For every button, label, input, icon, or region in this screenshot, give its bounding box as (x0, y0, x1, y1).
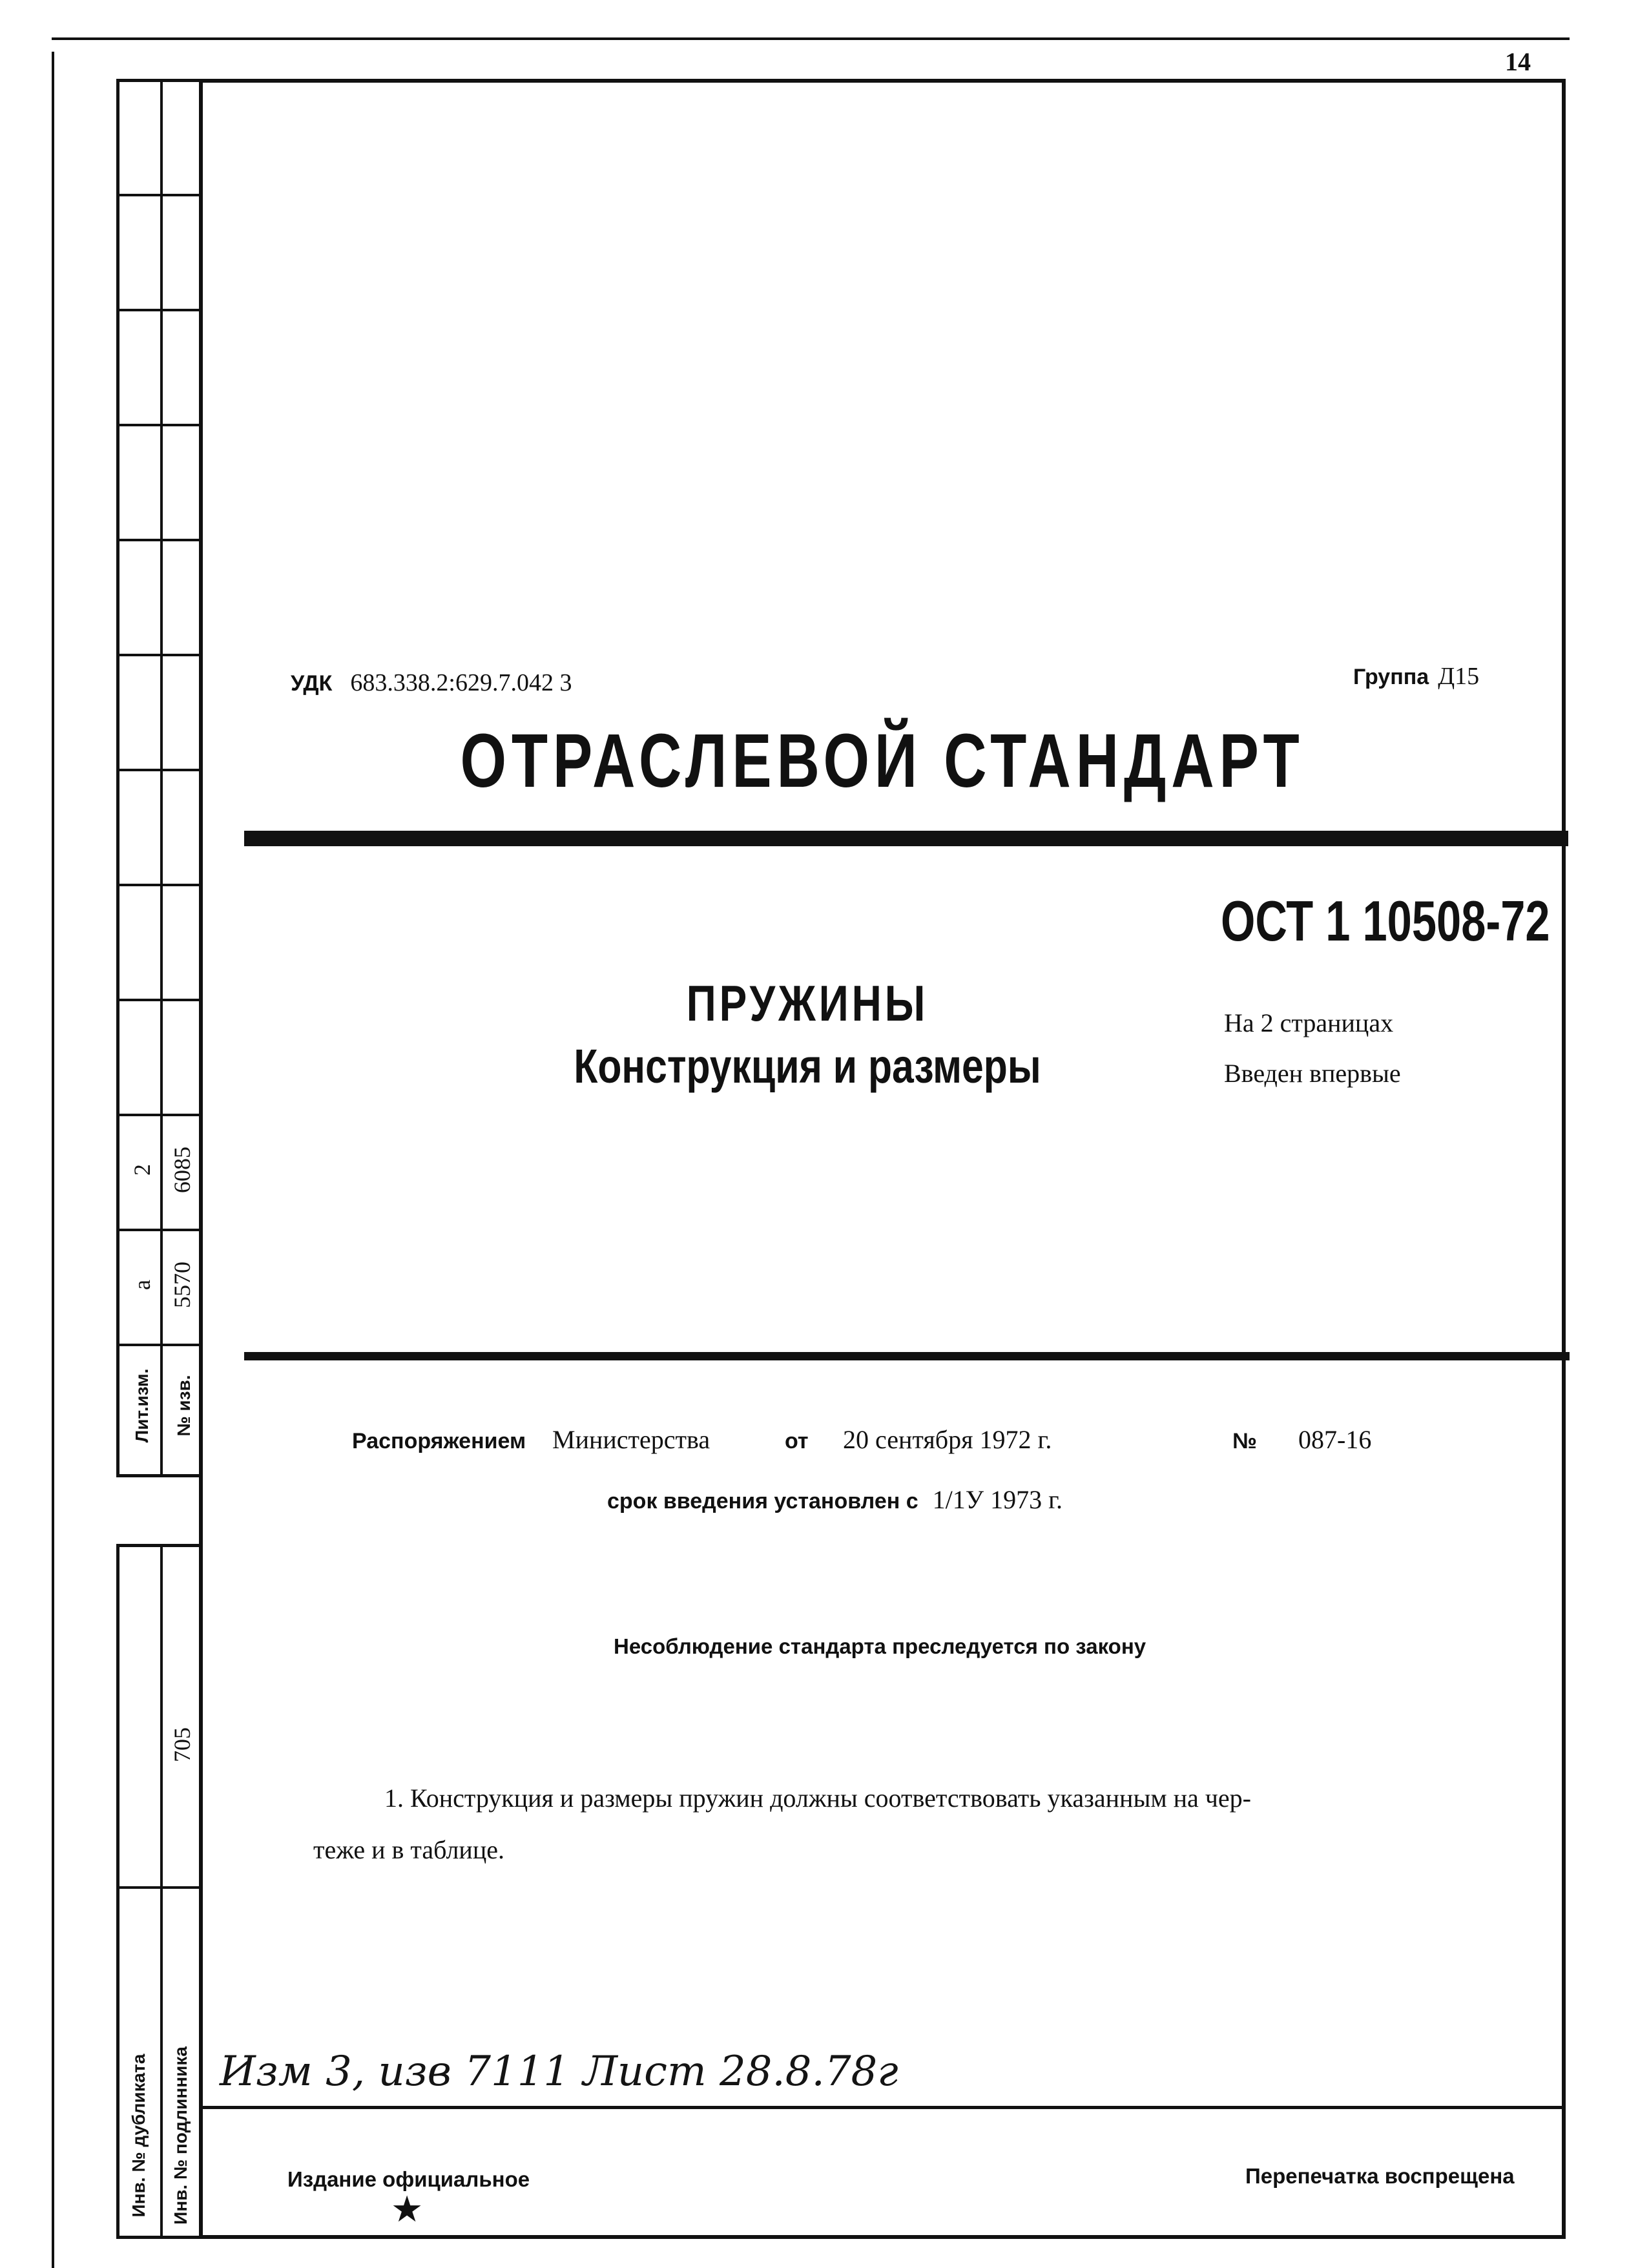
paragraph-1-line-2: теже и в таблице. (313, 1835, 504, 1864)
sheet-top-border (52, 37, 1570, 40)
revision-doc-6085: 6085 (169, 1147, 195, 1193)
legal-warning: Несоблюдение стандарта преследуется по закону (614, 1634, 1146, 1658)
group-value: Д15 (1438, 663, 1480, 690)
revision-strip-divider (160, 79, 163, 1477)
strip-gridline (116, 194, 203, 196)
strip-gridline (116, 769, 203, 771)
revision-lit-2: 2 (129, 1164, 155, 1176)
sheet-left-border (52, 52, 54, 2268)
page-number: 14 (1505, 47, 1531, 76)
group-label: Группа (1353, 665, 1429, 689)
inventory-original-value: 705 (169, 1727, 195, 1762)
strip-gridline (116, 999, 203, 1001)
strip-gridline (116, 424, 203, 426)
intro-date-value: 1/1У 1973 г. (932, 1485, 1063, 1514)
revision-doc-5570: 5570 (169, 1262, 195, 1308)
first-intro-note: Введен впервые (1224, 1059, 1401, 1088)
strip-gridline (116, 884, 203, 886)
star-icon: ★ (391, 2190, 424, 2230)
section-rule (244, 1352, 1570, 1360)
strip-gridline (116, 309, 203, 311)
order-label: Распоряжением (352, 1429, 526, 1453)
strip-gridline (116, 654, 203, 656)
official-edition-label: Издание официальное (287, 2167, 530, 2191)
strip-gridline (116, 1229, 203, 1231)
revision-lit-a: а (129, 1280, 155, 1290)
title-rule (244, 831, 1568, 846)
strip-gridline (116, 1886, 203, 1889)
doc-izv-label: № изв. (174, 1375, 194, 1437)
order-number-label: № (1232, 1429, 1257, 1453)
lit-izm-label: Лит.изм. (132, 1368, 152, 1443)
pages-note: На 2 страницах (1224, 1008, 1394, 1037)
footer-rule (199, 2106, 1566, 2109)
order-from-label: от (785, 1429, 809, 1453)
order-issuer: Министерства (552, 1425, 710, 1454)
handwritten-revision-note: Изм 3, изв 7111 Лист 28.8.78г (220, 2048, 898, 2096)
inventory-original-label: Инв. № подлинника (171, 2046, 191, 2225)
udk-value: 683.338.2:629.7.042 3 (350, 669, 572, 696)
document-frame (199, 79, 1566, 2239)
paragraph-1-line-1: 1. Конструкция и размеры пружин должны соответствовать указанным на чер- (384, 1784, 1251, 1813)
subject-subtitle: Конструкция и размеры (574, 1039, 1041, 1093)
strip-gridline (116, 539, 203, 541)
reprint-prohibited-label: Перепечатка воспрещена (1245, 2164, 1515, 2188)
strip-gridline (116, 1114, 203, 1116)
intro-date-line (607, 1484, 1063, 1515)
inventory-duplicate-label: Инв. № дубликата (129, 2054, 149, 2218)
subject-title: ПРУЖИНЫ (686, 975, 929, 1032)
order-date: 20 сентября 1972 г. (843, 1425, 1052, 1454)
group-line (1353, 662, 1479, 691)
udk-label: УДК (291, 671, 333, 696)
order-number: 087-16 (1298, 1425, 1372, 1454)
strip-gridline (116, 1344, 203, 1346)
intro-date-label: срок введения установлен с (607, 1489, 918, 1514)
document-title: ОТРАСЛЕВОЙ СТАНДАРТ (460, 718, 1305, 804)
standard-code: ОСТ 1 10508-72 (1221, 889, 1550, 953)
inventory-strip-divider (160, 1544, 163, 2239)
udk-line (291, 669, 572, 697)
